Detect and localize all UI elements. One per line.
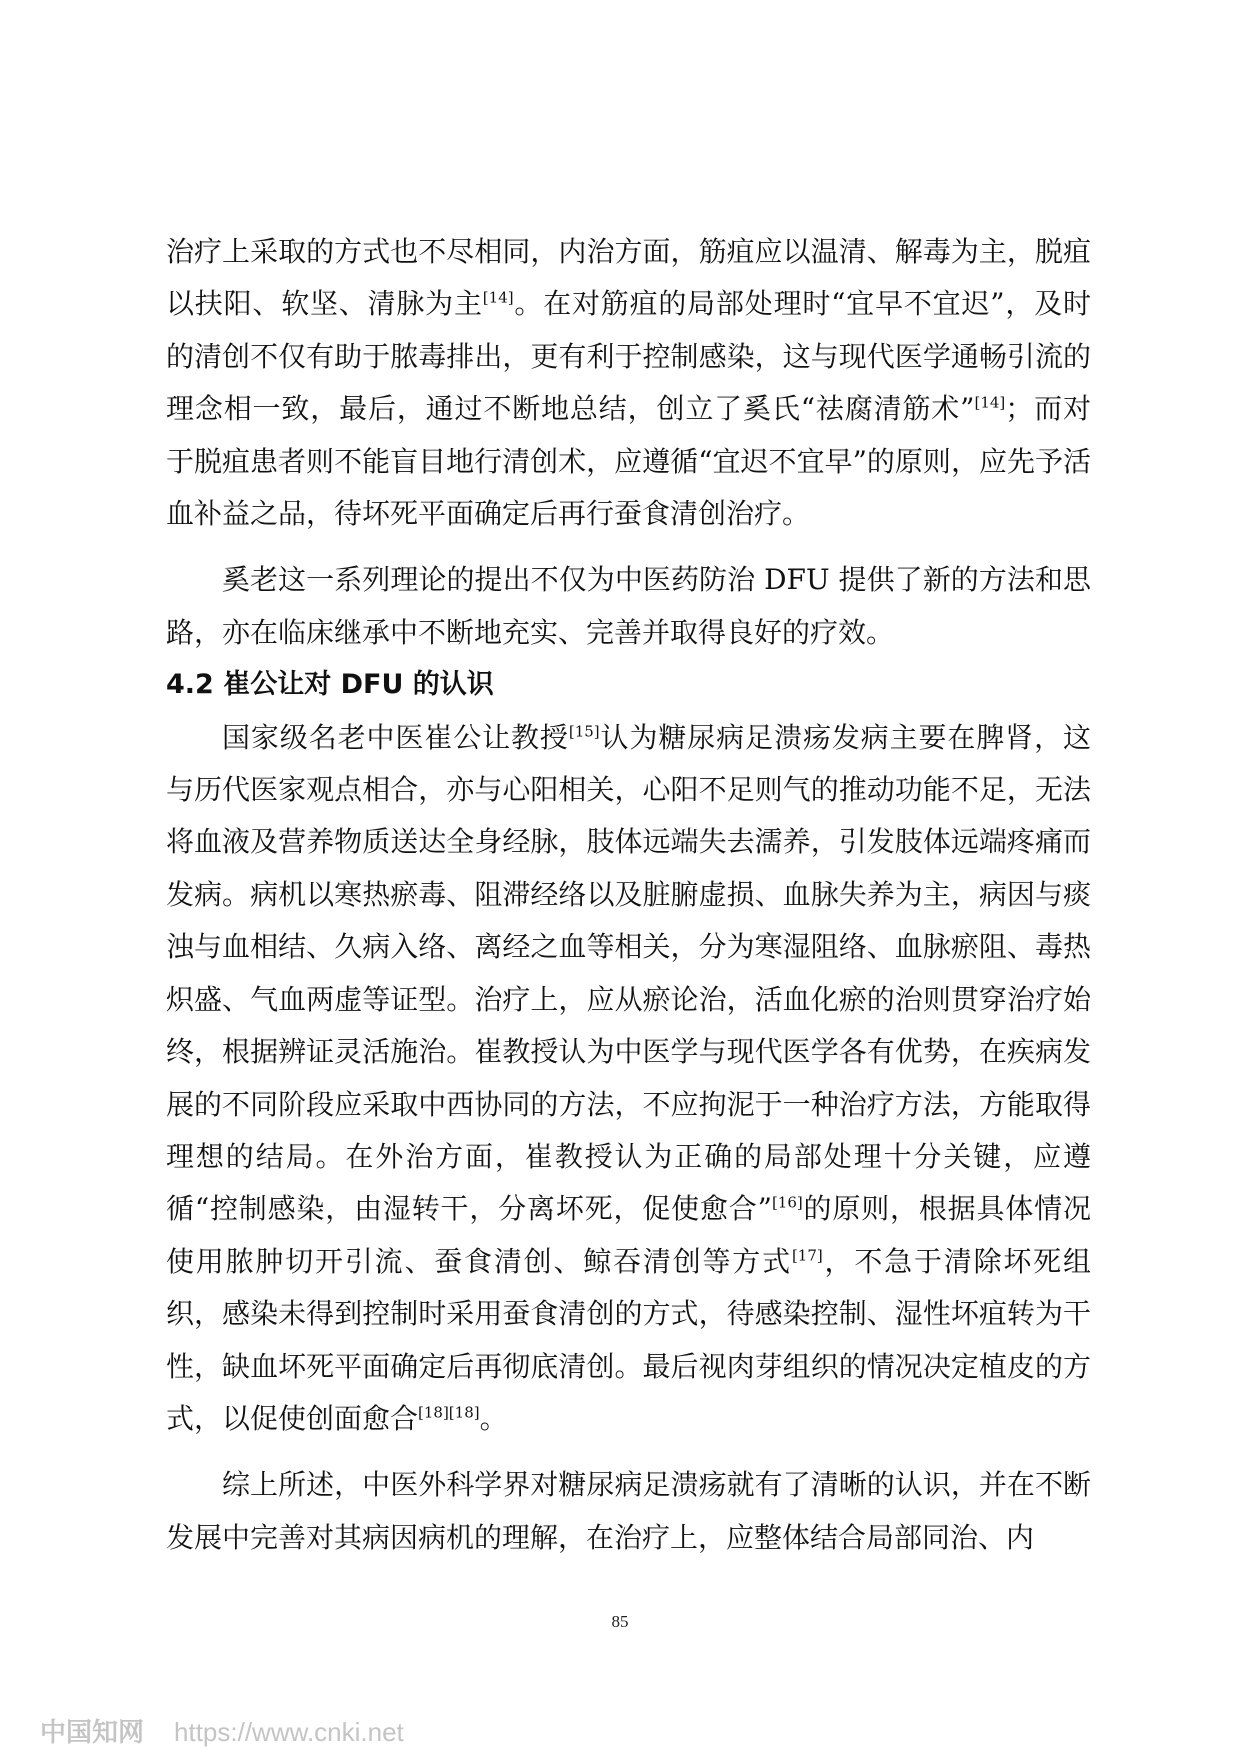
section-heading: 4.2 崔公让对 DFU 的认识 — [166, 669, 494, 701]
watermark-url: https://www.cnki.net — [174, 1717, 404, 1747]
citation-15: [15] — [568, 722, 600, 741]
paragraph-2: 奚老这一系列理论的提出不仅为中医药防治 DFU 提供了新的方法和思路，亦在临床继承中不断地充实、完善并取得良好的疗效。 — [166, 563, 1091, 649]
paragraph-1-text-3: ；而对于脱疽患者则不能盲目地行清创术，应遵循“宜迟不宜早”的原则，应先予活血补益之品，待坏死平面确定后再行蚕食清创治疗。 — [166, 392, 1091, 531]
citation-14: [14] — [482, 289, 514, 308]
paragraph-4: 综上所述，中医外科学界对糖尿病足溃疡就有了清晰的认识，并在不断发展中完善对其病因病机的理解，在治疗上，应整体结合局部同治、内 — [166, 1468, 1091, 1554]
citation-18: [18][18] — [418, 1403, 480, 1422]
paragraph-3-text-3: 的原则，根据具体情况使用脓肿切开引流、蚕食清创、鲸吞清创等方式 — [166, 1192, 1091, 1278]
cnki-watermark — [40, 1712, 404, 1749]
page-number: 85 — [611, 1612, 629, 1631]
citation-16: [16] — [771, 1193, 803, 1212]
paragraph-1-text-2: 。在对筋疽的局部处理时“宜早不宜迟”，及时的清创不仅有助于脓毒排出，更有利于控制感染，这与现代医学通畅引流的理念相一致，最后，通过不断地总结，创立了奚氏“祛腐清筋术” — [166, 287, 1091, 426]
paragraph-1-text-1: 治疗上采取的方式也不尽相同，内治方面，筋疽应以温清、解毒为主，脱疽以扶阳、软坚、清脉为主 — [166, 235, 1091, 321]
citation-14: [14] — [974, 393, 1006, 412]
paragraph-3-text-5: 。 — [479, 1401, 508, 1435]
paragraph-3 — [166, 712, 1091, 1446]
citation-17: [17] — [791, 1246, 823, 1265]
watermark-brand: 中国知网 — [40, 1717, 145, 1747]
paragraph-1 — [166, 226, 1091, 540]
paragraph-3-text-4: ，不急于清除坏死组织，感染未得到控制时采用蚕食清创的方式，待感染控制、湿性坏疽转为干性，缺血坏死平面确定后再彻底清创。最后视肉芽组织的情况决定植皮的方式，以促使创面愈合 — [166, 1244, 1091, 1435]
paragraph-3-text-2: 认为糖尿病足溃疡发病主要在脾肾，这与历代医家观点相合，亦与心阳相关，心阳不足则气的推动功能不足，无法将血液及营养物质送达全身经脉，肢体远端失去濡养，引发肢体远端疼痛而发病。病机以寒热瘀毒、阻滞经络以及脏腑虚损、血脉失养为主，病因与痰浊与血相结、久病入络、离经之血等相关，分为寒湿阻络、血脉瘀阻、毒热炽盛、气血两虚等证型。治疗上，应从瘀论治，活血化瘀的治则贯穿治疗始终，根据辨证灵活施治。崔教授认为中医学与现代医学各有优势，在疾病发展的不同阶段应采取中西协同的方法，不应拘泥于一种治疗方法，方能取得理想的结局。在外治方面，崔教授认为正确的局部处理十分关键，应遵循“控制感染，由湿转干，分离坏死，促使愈合” — [166, 720, 1091, 1226]
paragraph-3-text-1: 国家级名老中医崔公让教授 — [222, 720, 569, 754]
body-text — [166, 226, 1091, 1564]
